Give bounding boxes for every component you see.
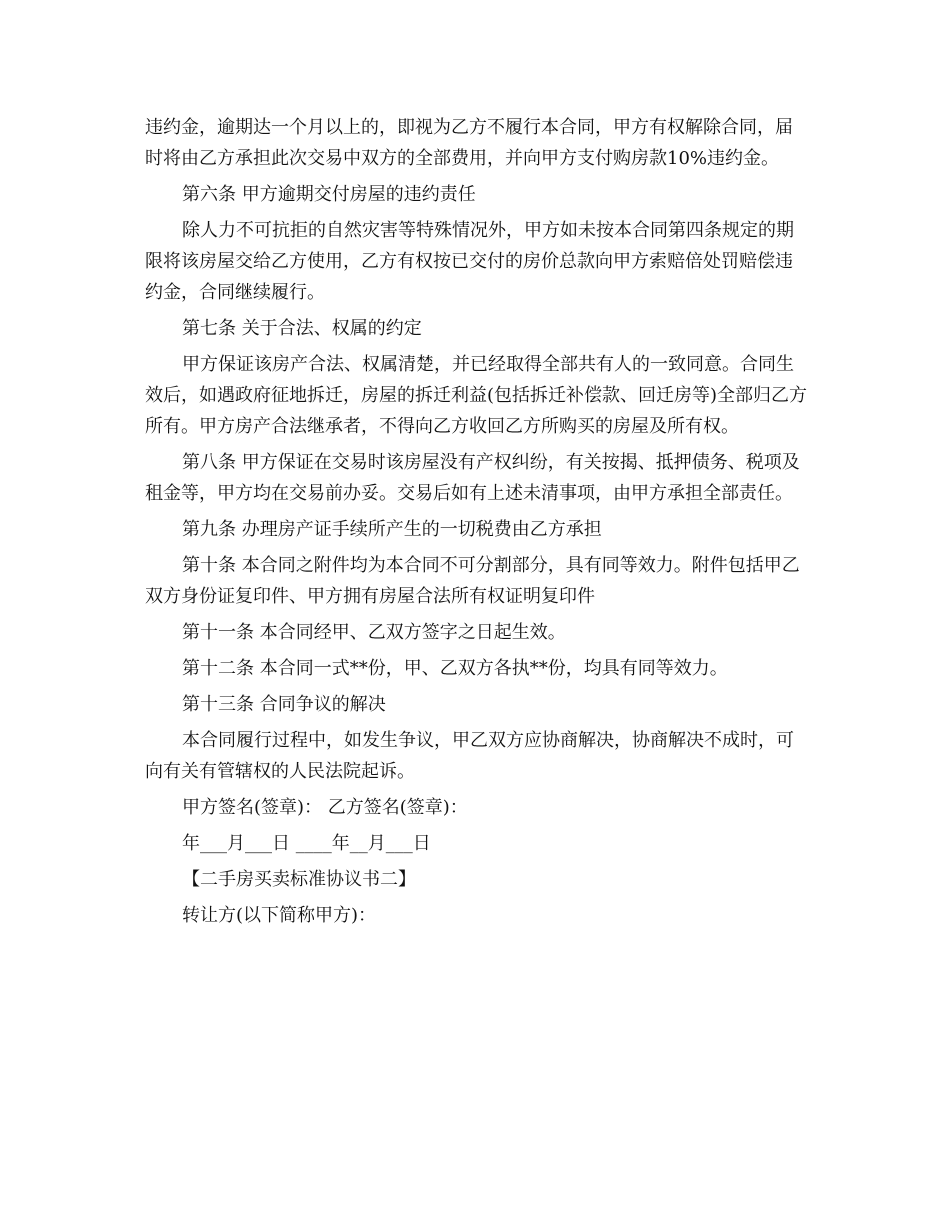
paragraph-penalty-continued: 违约金，逾期达一个月以上的，即视为乙方不履行本合同，甲方有权解除合同，届时将由乙方承担此次交易中双方的全部费用，并向甲方支付购房款10%违约金。: [145, 117, 793, 169]
paragraph-article-10: 第十条 本合同之附件均为本合同不可分割部分，具有同等效力。附件包括甲乙双方身份证复印件、甲方拥有房屋合法所有权证明复印件: [145, 555, 800, 607]
heading-article-13: 第十三条 合同争议的解决: [182, 694, 386, 715]
paragraph-article-8: 第八条 甲方保证在交易时该房屋没有产权纠纷，有关按揭、抵押债务、税项及租金等，甲方均在交易前办妥。交易后如有上述未清事项，由甲方承担全部责任。: [145, 452, 800, 504]
signature-line: 甲方签名(签章)： 乙方签名(签章)：: [182, 797, 468, 818]
paragraph-article-7: 甲方保证该房产合法、权属清楚，并已经取得全部共有人的一致同意。合同生效后，如遇政府征地拆迁，房屋的拆迁利益(包括拆迁补偿款、回迁房等)全部归乙方所有。甲方房产合法继承者，不得向乙方收回乙方所购买的房屋及所有权。: [145, 354, 808, 437]
paragraph-article-9: 第九条 办理房产证手续所产生的一切税费由乙方承担: [182, 519, 602, 540]
heading-article-7: 第七条 关于合法、权属的约定: [182, 318, 422, 339]
paragraph-article-11: 第十一条 本合同经甲、乙双方签字之日起生效。: [182, 622, 566, 643]
paragraph-article-13: 本合同履行过程中，如发生争议，甲乙双方应协商解决，协商解决不成时，可向有关有管辖权的人民法院起诉。: [145, 730, 794, 782]
paragraph-article-12: 第十二条 本合同一式**份，甲、乙双方各执**份，均具有同等效力。: [182, 658, 728, 679]
section-title-agreement-2: 【二手房买卖标准协议书二】: [182, 869, 416, 890]
document-body: [145, 112, 810, 936]
transferor-line: 转让方(以下简称甲方)：: [182, 905, 377, 926]
heading-article-6: 第六条 甲方逾期交付房屋的违约责任: [182, 184, 476, 205]
paragraph-article-6: 除人力不可抗拒的自然灾害等特殊情况外，甲方如未按本合同第四条规定的期限将该房屋交给乙方使用，乙方有权按已交付的房价总款向甲方索赔倍处罚赔偿违约金，合同继续履行。: [145, 220, 794, 303]
date-line: 年___月___日 ____年__月___日: [182, 833, 431, 854]
